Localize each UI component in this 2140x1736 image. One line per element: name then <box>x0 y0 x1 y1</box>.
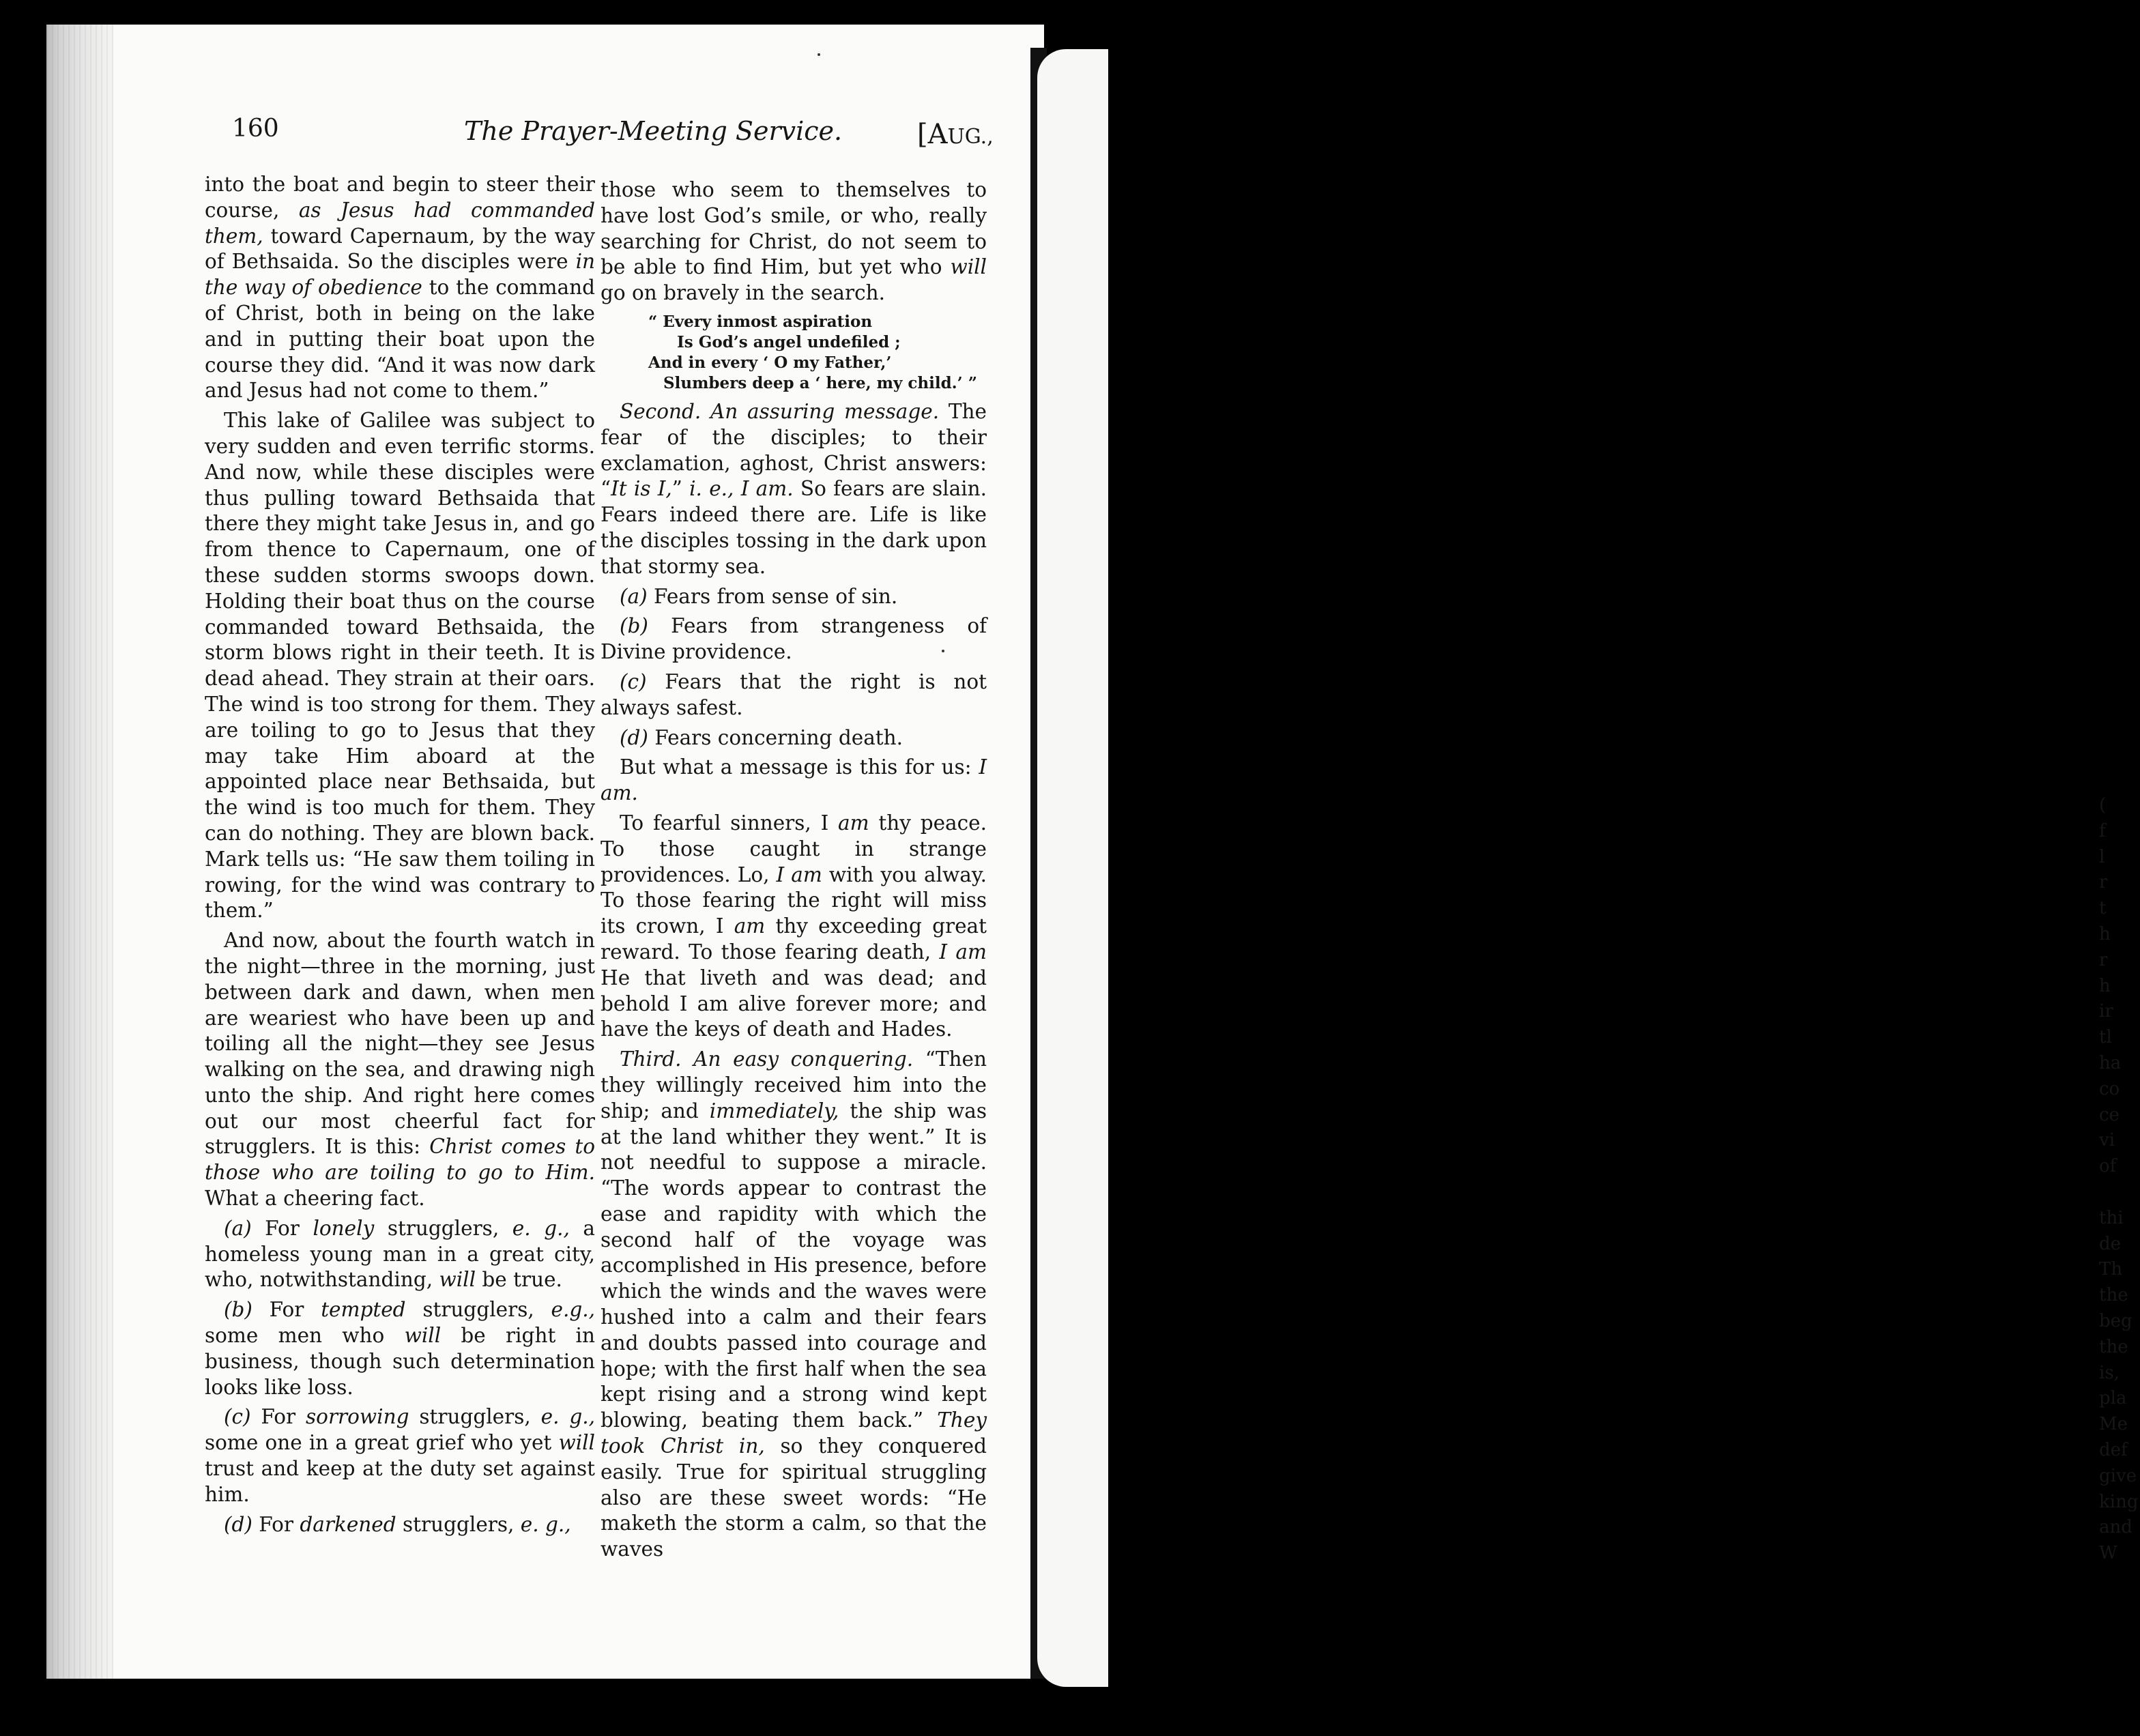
facing-page-fragment: de <box>2099 1233 2122 1254</box>
page-header <box>232 115 1003 162</box>
right-column <box>601 177 987 1567</box>
facing-page-fragment: t <box>2099 898 2107 919</box>
facing-page-fragment: the <box>2099 1285 2128 1306</box>
left-column <box>205 172 595 1542</box>
list-item-sorrowing: (c) For sorrowing strugglers, e. g., some one in a great grief who yet will trust and keep at the duty set against him. <box>205 1405 595 1506</box>
paragraph-storm: This lake of Galilee was subject to very sudden and even terrific storms. And now, while these disciples were thus pulling toward Bethsaida that there they might take Jesus in, and go from thence to Capernaum, one of these sudden storms swoops down. Holding their boat thus on the course commanded toward Bethsaida, the storm blows right in their teeth. It is dead ahead. They strain at their oars. The wind is too strong for them. They are toiling to go to Jesus that they may take Him aboard at the appointed place near Bethsaida, but the wind is too much for them. They can do nothing. They are blown back. Mark tells us: “He saw them toiling in rowing, for the wind was contrary to them.” <box>205 409 595 923</box>
month-heading <box>917 119 994 150</box>
facing-page-fragment: tl <box>2099 1027 2112 1048</box>
facing-page-fragment: l <box>2099 846 2105 867</box>
list-item-lonely: (a) For lonely strugglers, e. g., a homeless young man in a great city, who, notwithstanding, will be true. <box>205 1216 595 1292</box>
verse-line: Is God’s angel undefiled ; <box>677 332 901 351</box>
facing-page-fragment: co <box>2099 1078 2120 1099</box>
fear-item-sin: (a) Fears from sense of sin. <box>620 584 898 608</box>
facing-page-fragment: Me <box>2099 1414 2128 1435</box>
page-number: 160 <box>232 115 279 143</box>
fear-item-right: (c) Fears that the right is not always safest. <box>601 669 987 719</box>
facing-page <box>1037 49 2139 1687</box>
facing-page-fragment: king <box>2099 1491 2139 1512</box>
facing-page-fragment: is, <box>2099 1362 2120 1383</box>
paragraph-message: But what a message is this for us: I am. <box>601 755 987 805</box>
facing-page-fragment: vi <box>2099 1130 2115 1151</box>
print-speck <box>818 53 820 56</box>
paragraph-those-who-seem: those who seem to themselves to have lost God’s smile, or who, really searching for Christ, do not seem to be able to find Him, but yet who will go on bravely in the search. <box>601 178 987 305</box>
verse-line: And in every ‘ O my Father,’ <box>648 353 892 372</box>
facing-page-fragment: h <box>2099 975 2111 996</box>
facing-page-fragment: thi <box>2099 1207 2124 1228</box>
verse-line: “ Every inmost aspiration <box>648 312 873 331</box>
facing-page-fragment <box>2099 1180 2140 1206</box>
facing-page-fragment: ce <box>2099 1104 2120 1125</box>
poem-verse <box>601 312 987 394</box>
facing-page-fragment: def <box>2099 1439 2128 1460</box>
facing-page-fragment: r <box>2099 872 2108 893</box>
facing-page-fragment: pla <box>2099 1388 2127 1409</box>
facing-page-fragment: and <box>2099 1517 2132 1538</box>
running-title: The Prayer-Meeting Service. <box>464 116 843 146</box>
print-speck <box>942 650 944 652</box>
paragraph-fearful-sinners: To fearful sinners, I am thy peace. To those caught in strange providences. Lo, I am with you alway. To those fearing the right will miss its crown, I am thy exceeding great reward. To those fearing death, I am He that liveth and was dead; and behold I am alive forever more; and have the keys of death and Hades. <box>601 811 987 1041</box>
facing-page-fragment: give <box>2099 1465 2137 1486</box>
facing-page-fragment: ( <box>2099 795 2107 815</box>
list-item-darkened: (d) For darkened strugglers, e. g., <box>224 1512 571 1536</box>
facing-page-fragment: of <box>2099 1156 2117 1177</box>
facing-page-fragment: beg <box>2099 1310 2132 1331</box>
facing-page-fragment: ir <box>2099 1001 2113 1022</box>
facing-page-text-fragments <box>2099 793 2140 1567</box>
paragraph-third-easy-conquering: Third. An easy conquering. “Then they willingly received him into the ship; and immediately, the ship was at the land whither they went.” It is not needful to suppose a miracle. “The words appear to contrast the ease and rapidity with which the second half of the voyage was accomplished in His presence, before which the winds and the waves were hushed into a calm and their fears and doubts passed into courage and hope; with the first half when the sea kept rising and a strong wind kept blowing, beating them back.” They took Christ in, so they conquered easily. True for spiritual struggling also are these sweet words: “He maketh the storm a calm, so that the waves <box>601 1047 987 1561</box>
facing-page-fragment: ha <box>2099 1052 2122 1073</box>
verse-line: Slumbers deep a ‘ here, my child.’ ” <box>663 373 977 392</box>
facing-page-fragment: Th <box>2099 1259 2123 1280</box>
facing-page-fragment: W <box>2099 1543 2117 1564</box>
fear-item-death: (d) Fears concerning death. <box>620 725 903 749</box>
facing-page-fragment: r <box>2099 949 2108 970</box>
facing-page-fragment: f <box>2099 820 2106 841</box>
paragraph-second-assuring-message: Second. An assuring message. The fear of the disciples; to their exclamation, aghost, Christ answers: “It is I,” i. e., I am. So fears are slain. Fears indeed there are. Life is like the disciples tossing in the dark upon that stormy sea. <box>601 399 987 578</box>
paragraph-boat: into the boat and begin to steer their course, as Jesus had commanded them, toward Capernaum, by the way of Bethsaida. So the disciples were in the way of obedience to the command of Christ, both in being on the lake and in putting their boat upon the course they did. “And it was now dark and Jesus had not come to them.” <box>205 173 595 403</box>
paragraph-fourth-watch: And now, about the fourth watch in the night—three in the morning, just between dark and dawn, when men are weariest who have been up and toiling all the night—they see Jesus walking on the sea, and drawing nigh unto the ship. And right here comes out our most cheerful fact for strugglers. It is this: Christ comes to those who are toiling to go to Him. What a cheering fact. <box>205 929 595 1211</box>
facing-page-fragment: the <box>2099 1336 2128 1357</box>
fear-item-providence: (b) Fears from strangeness of Divine providence. <box>601 614 987 664</box>
month-rest: UG., <box>947 125 994 149</box>
month-bracket: [A <box>917 119 948 150</box>
page-binding-gutter <box>46 25 113 1679</box>
facing-page-fragment: h <box>2099 923 2111 944</box>
list-item-tempted: (b) For tempted strugglers, e.g., some men who will be right in business, though such determination looks like loss. <box>205 1298 595 1399</box>
